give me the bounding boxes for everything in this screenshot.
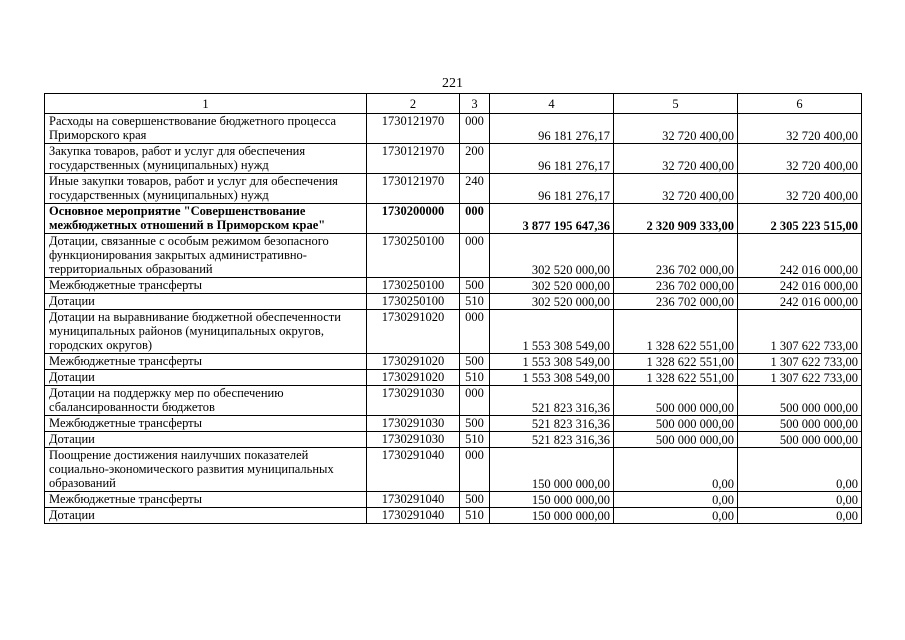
- table-row: [45, 234, 862, 278]
- row-code: 1730200000: [367, 204, 460, 234]
- column-header-4: 4: [490, 94, 614, 114]
- row-name: Дотации на поддержку мер по обеспечению сбалансированности бюджетов: [45, 386, 367, 416]
- row-amount-4: 150 000 000,00: [490, 492, 614, 508]
- row-code: 1730121970: [367, 114, 460, 144]
- row-amount-6: 1 307 622 733,00: [738, 354, 862, 370]
- row-kind: 000: [460, 448, 490, 492]
- row-kind: 500: [460, 492, 490, 508]
- row-amount-6: 242 016 000,00: [738, 294, 862, 310]
- column-header-5: 5: [614, 94, 738, 114]
- row-amount-4: 3 877 195 647,36: [490, 204, 614, 234]
- row-amount-4: 302 520 000,00: [490, 294, 614, 310]
- row-kind: 000: [460, 114, 490, 144]
- row-kind: 000: [460, 386, 490, 416]
- row-amount-6: 0,00: [738, 508, 862, 524]
- row-code: 1730291030: [367, 386, 460, 416]
- row-amount-4: 1 553 308 549,00: [490, 354, 614, 370]
- row-kind: 200: [460, 144, 490, 174]
- row-kind: 510: [460, 370, 490, 386]
- table-row: [45, 144, 862, 174]
- row-amount-5: 32 720 400,00: [614, 114, 738, 144]
- row-amount-5: 2 320 909 333,00: [614, 204, 738, 234]
- row-amount-5: 0,00: [614, 448, 738, 492]
- row-code: 1730291030: [367, 432, 460, 448]
- table-row: [45, 492, 862, 508]
- row-name: Межбюджетные трансферты: [45, 492, 367, 508]
- row-kind: 510: [460, 294, 490, 310]
- page-number: 221: [442, 76, 463, 91]
- row-code: 1730250100: [367, 278, 460, 294]
- row-amount-5: 0,00: [614, 508, 738, 524]
- table-row: [45, 448, 862, 492]
- row-amount-6: 2 305 223 515,00: [738, 204, 862, 234]
- row-amount-4: 150 000 000,00: [490, 448, 614, 492]
- row-kind: 510: [460, 432, 490, 448]
- row-code: 1730121970: [367, 144, 460, 174]
- table-row: [45, 278, 862, 294]
- row-kind: 500: [460, 416, 490, 432]
- row-amount-6: 32 720 400,00: [738, 174, 862, 204]
- row-amount-5: 1 328 622 551,00: [614, 310, 738, 354]
- row-name: Межбюджетные трансферты: [45, 278, 367, 294]
- row-amount-6: 1 307 622 733,00: [738, 310, 862, 354]
- table-header-row: [45, 94, 862, 114]
- row-name: Межбюджетные трансферты: [45, 416, 367, 432]
- row-name: Межбюджетные трансферты: [45, 354, 367, 370]
- row-amount-5: 500 000 000,00: [614, 432, 738, 448]
- row-name: Иные закупки товаров, работ и услуг для обеспечения государственных (муниципальных) нужд: [45, 174, 367, 204]
- row-amount-5: 500 000 000,00: [614, 386, 738, 416]
- column-header-6: 6: [738, 94, 862, 114]
- table-row: [45, 354, 862, 370]
- row-amount-6: 32 720 400,00: [738, 144, 862, 174]
- row-amount-5: 1 328 622 551,00: [614, 370, 738, 386]
- row-amount-6: 242 016 000,00: [738, 234, 862, 278]
- row-amount-4: 96 181 276,17: [490, 114, 614, 144]
- table-row: [45, 114, 862, 144]
- table-row-main-activity: [45, 204, 862, 234]
- row-code: 1730250100: [367, 234, 460, 278]
- row-code: 1730250100: [367, 294, 460, 310]
- row-amount-4: 150 000 000,00: [490, 508, 614, 524]
- table-row: [45, 386, 862, 416]
- row-amount-6: 1 307 622 733,00: [738, 370, 862, 386]
- row-code: 1730291020: [367, 354, 460, 370]
- row-amount-6: 0,00: [738, 492, 862, 508]
- row-kind: 240: [460, 174, 490, 204]
- row-code: 1730291020: [367, 310, 460, 354]
- row-amount-4: 302 520 000,00: [490, 278, 614, 294]
- row-amount-4: 1 553 308 549,00: [490, 310, 614, 354]
- row-amount-4: 96 181 276,17: [490, 144, 614, 174]
- row-amount-6: 500 000 000,00: [738, 386, 862, 416]
- row-amount-4: 1 553 308 549,00: [490, 370, 614, 386]
- row-amount-5: 32 720 400,00: [614, 174, 738, 204]
- row-amount-4: 521 823 316,36: [490, 432, 614, 448]
- row-amount-5: 236 702 000,00: [614, 234, 738, 278]
- row-name: Дотации: [45, 370, 367, 386]
- row-amount-6: 242 016 000,00: [738, 278, 862, 294]
- row-name: Дотации: [45, 432, 367, 448]
- row-amount-5: 1 328 622 551,00: [614, 354, 738, 370]
- row-kind: 500: [460, 278, 490, 294]
- row-amount-5: 500 000 000,00: [614, 416, 738, 432]
- row-kind: 000: [460, 204, 490, 234]
- row-amount-5: 236 702 000,00: [614, 278, 738, 294]
- row-name: Закупка товаров, работ и услуг для обеспечения государственных (муниципальных) нужд: [45, 144, 367, 174]
- row-amount-6: 32 720 400,00: [738, 114, 862, 144]
- row-kind: 500: [460, 354, 490, 370]
- table-row: [45, 310, 862, 354]
- row-amount-6: 0,00: [738, 448, 862, 492]
- row-amount-5: 236 702 000,00: [614, 294, 738, 310]
- table-row: [45, 416, 862, 432]
- row-kind: 000: [460, 310, 490, 354]
- table-row: [45, 370, 862, 386]
- row-amount-5: 32 720 400,00: [614, 144, 738, 174]
- column-header-3: 3: [460, 94, 490, 114]
- row-code: 1730291030: [367, 416, 460, 432]
- table-row: [45, 174, 862, 204]
- row-amount-6: 500 000 000,00: [738, 432, 862, 448]
- row-code: 1730291040: [367, 492, 460, 508]
- row-amount-4: 521 823 316,36: [490, 386, 614, 416]
- row-name: Дотации: [45, 508, 367, 524]
- row-name: Дотации: [45, 294, 367, 310]
- row-code: 1730291020: [367, 370, 460, 386]
- row-amount-5: 0,00: [614, 492, 738, 508]
- row-amount-6: 500 000 000,00: [738, 416, 862, 432]
- row-name: Расходы на совершенствование бюджетного процесса Приморского края: [45, 114, 367, 144]
- budget-table: [44, 93, 862, 524]
- row-kind: 000: [460, 234, 490, 278]
- table-row: [45, 508, 862, 524]
- row-amount-4: 302 520 000,00: [490, 234, 614, 278]
- row-kind: 510: [460, 508, 490, 524]
- row-code: 1730121970: [367, 174, 460, 204]
- column-header-1: 1: [45, 94, 367, 114]
- row-name: Поощрение достижения наилучших показателей социально-экономического развития муниципальных образований: [45, 448, 367, 492]
- row-name: Дотации на выравнивание бюджетной обеспеченности муниципальных районов (муниципальных округов, городских округов): [45, 310, 367, 354]
- column-header-2: 2: [367, 94, 460, 114]
- row-amount-4: 96 181 276,17: [490, 174, 614, 204]
- row-name: Основное мероприятие "Совершенствование межбюджетных отношений в Приморском крае": [45, 204, 367, 234]
- row-code: 1730291040: [367, 448, 460, 492]
- row-name: Дотации, связанные с особым режимом безопасного функционирования закрытых административно-территориальных образований: [45, 234, 367, 278]
- row-code: 1730291040: [367, 508, 460, 524]
- table-row: [45, 432, 862, 448]
- table-row: [45, 294, 862, 310]
- row-amount-4: 521 823 316,36: [490, 416, 614, 432]
